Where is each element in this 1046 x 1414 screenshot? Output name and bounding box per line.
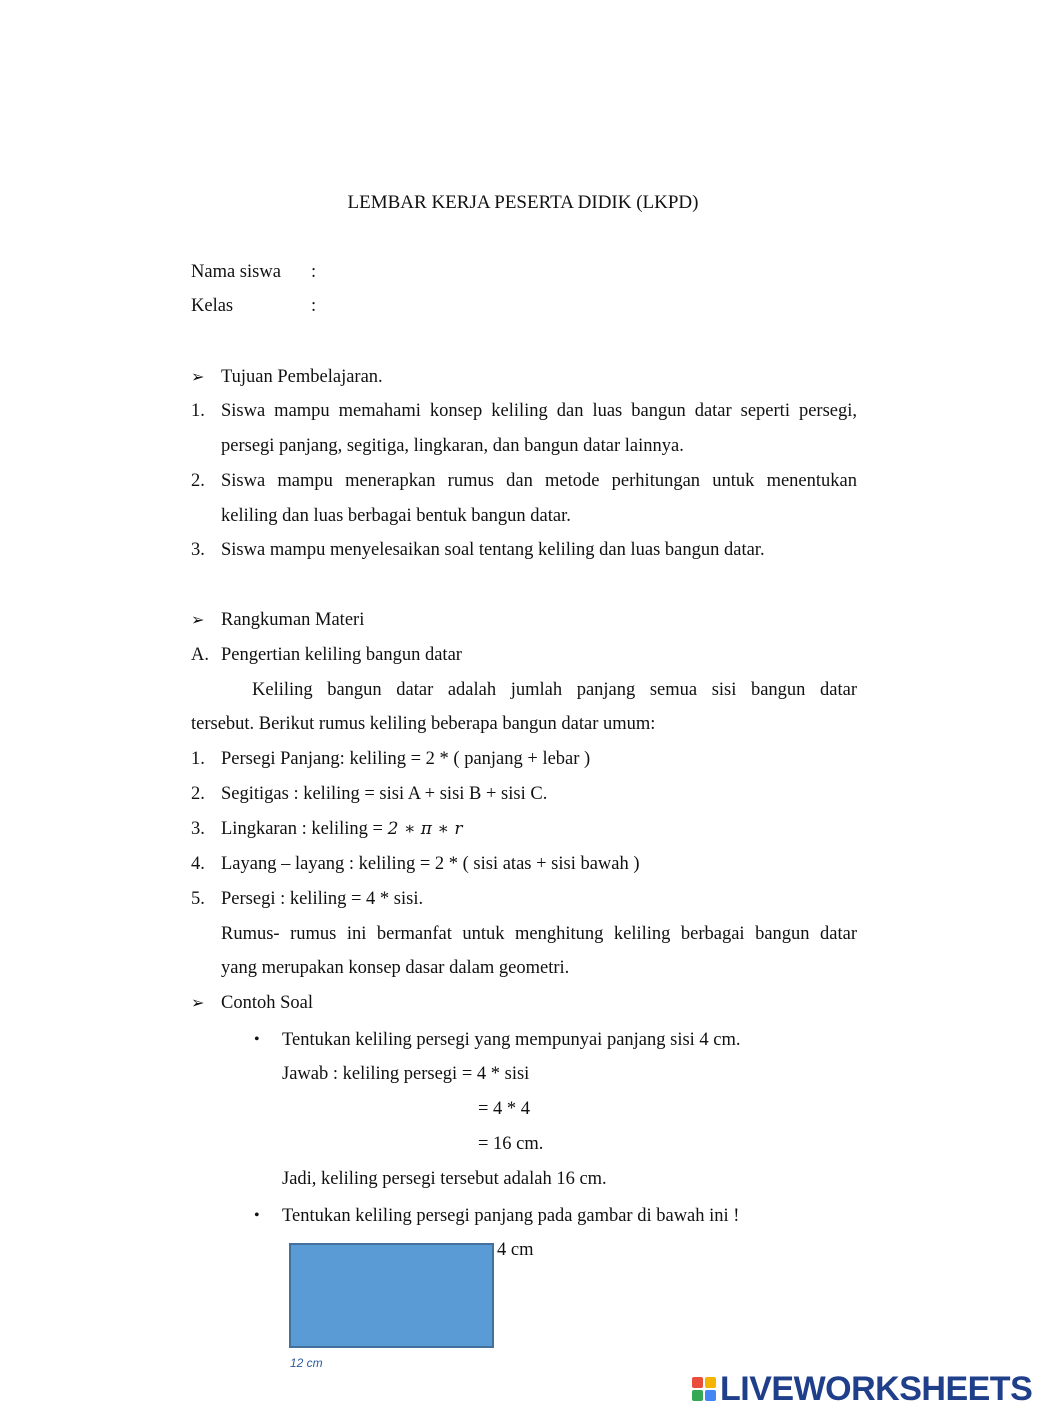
bullet-icon: • (254, 1207, 260, 1224)
formula-item (221, 819, 462, 840)
closing-line: Rumus- rumus ini bermanfat untuk menghitung keliling berbagai bangun datar (221, 924, 857, 944)
class-label: Kelas (191, 296, 234, 316)
answer-line: = 4 * 4 (478, 1099, 531, 1119)
formula-text: Layang – layang : keliling = 2 * ( sisi atas + sisi bawah ) (221, 854, 640, 874)
objective-number: 2. (191, 471, 205, 491)
name-label: Nama siswa (191, 262, 281, 282)
formula-math: 2 ∗ π ∗ r (387, 819, 463, 839)
name-separator: : (311, 262, 317, 282)
logo-tile (705, 1377, 716, 1388)
answer-line: Jawab : keliling persegi = 4 * sisi (282, 1064, 530, 1084)
formula-number: 5. (191, 889, 205, 909)
formula-text: Lingkaran : keliling = (221, 819, 388, 839)
objective-line: Siswa mampu memahami konsep keliling dan luas bangun datar seperti persegi, (221, 401, 857, 421)
arrow-icon: ➢ (191, 369, 205, 386)
objective-line: persegi panjang, segitiga, lingkaran, dan bangun datar lainnya. (221, 436, 684, 456)
paragraph-line: Keliling bangun datar adalah jumlah panjang semua sisi bangun datar (252, 680, 857, 700)
formula-number: 3. (191, 819, 205, 839)
objective-line: Siswa mampu menerapkan rumus dan metode perhitungan untuk menentukan (221, 471, 857, 491)
examples-heading: Contoh Soal (221, 993, 313, 1013)
formula-text: Persegi Panjang: keliling = 2 * ( panjang + lebar ) (221, 749, 591, 769)
formula-text: Segitigas : keliling = sisi A + sisi B + sisi C. (221, 784, 548, 804)
question-2: Tentukan keliling persegi panjang pada gambar di bawah ini ! (282, 1206, 740, 1226)
logo-text: LIVEWORKSHEETS (720, 1369, 1033, 1408)
answer-conclusion: Jadi, keliling persegi tersebut adalah 16 cm. (282, 1169, 607, 1189)
formula-number: 2. (191, 784, 205, 804)
section-title: Pengertian keliling bangun datar (221, 645, 462, 665)
logo-tile (705, 1390, 716, 1401)
figure-height-label: 4 cm (497, 1240, 534, 1260)
class-separator: : (311, 296, 317, 316)
question-1: Tentukan keliling persegi yang mempunyai panjang sisi 4 cm. (282, 1030, 741, 1050)
bullet-icon: • (254, 1031, 260, 1048)
logo-tile (692, 1390, 703, 1401)
answer-line: = 16 cm. (478, 1134, 544, 1154)
closing-line: yang merupakan konsep dasar dalam geometri. (221, 958, 570, 978)
formula-number: 4. (191, 854, 205, 874)
formula-number: 1. (191, 749, 205, 769)
page-title: LEMBAR KERJA PESERTA DIDIK (LKPD) (347, 192, 699, 213)
objective-line: keliling dan luas berbagai bentuk bangun datar. (221, 506, 571, 526)
logo-icon (692, 1377, 716, 1401)
formula-text: Persegi : keliling = 4 * sisi. (221, 889, 424, 909)
paragraph-line: tersebut. Berikut rumus keliling beberapa bangun datar umum: (191, 714, 656, 734)
objective-number: 3. (191, 540, 205, 560)
figure-width-label: 12 cm (290, 1356, 323, 1370)
summary-heading: Rangkuman Materi (221, 610, 365, 630)
arrow-icon: ➢ (191, 995, 205, 1012)
section-letter: A. (191, 645, 209, 665)
liveworksheets-logo (692, 1371, 1032, 1407)
objective-line: Siswa mampu menyelesaikan soal tentang keliling dan luas bangun datar. (221, 540, 765, 560)
rectangle-figure (289, 1243, 494, 1348)
objectives-heading: Tujuan Pembelajaran. (221, 367, 383, 387)
arrow-icon: ➢ (191, 612, 205, 629)
logo-tile (692, 1377, 703, 1388)
objective-number: 1. (191, 401, 205, 421)
